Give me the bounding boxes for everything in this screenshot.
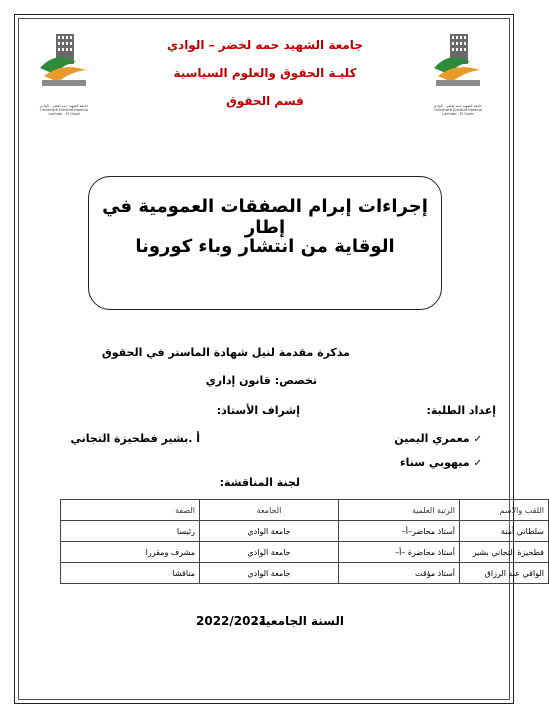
thesis-title-line1: إجراءات إبرام الصفقات العمومية في إطار: [102, 196, 428, 238]
table-row: [61, 563, 549, 584]
member-name: الوافي عبد الرزاق: [460, 563, 549, 584]
column-header: الجامعة: [200, 500, 339, 521]
committee-label: لجنة المناقشة:: [219, 476, 300, 489]
member-role: مشرف ومقررا: [61, 542, 200, 563]
supervisor-label: إشراف الأستاذ:: [216, 404, 300, 417]
thesis-description: مذكرة مقدمة لنيل شهادة الماستر في الحقوق: [101, 346, 350, 359]
logo-left-caption: جامعة الشهيد حمه لخضر - الوادي Université Echahid Hamma Lakhdar - El Oued: [39, 104, 89, 116]
university-name: جامعة الشهيد حمه لخضر – الوادي: [167, 38, 363, 52]
member-name: فطحيزة التجاني بشير: [460, 542, 549, 563]
check-icon: ✓: [473, 434, 482, 445]
check-icon: ✓: [473, 458, 482, 469]
thesis-title-line2: الوقاية من انتشار وباء كورونا: [135, 236, 395, 257]
committee-table: [60, 499, 549, 584]
student-item: [394, 432, 482, 445]
member-rank: أستاذ محاضر–أ–: [339, 521, 460, 542]
member-rank: أستاذ محاضرة –أ–: [339, 542, 460, 563]
committee-header-row: [61, 500, 549, 521]
faculty-name: كليـة الحقوق والعلوم السياسية: [173, 66, 357, 80]
student-name: معمري اليمين: [394, 432, 470, 445]
supervisor-name: أ .بشير فطحيزة التجاني: [70, 432, 200, 445]
logo-right-caption: جامعة الشهيد حمه لخضر - الوادي Université Echahid Hamma Lakhdar - El Oued: [433, 104, 483, 116]
academic-year-value: 2022/2021: [196, 614, 268, 628]
students-label: إعداد الطلبة:: [426, 404, 496, 417]
member-university: جامعة الوادي: [200, 563, 339, 584]
student-item: [400, 456, 482, 469]
member-role: رئيسا: [61, 521, 200, 542]
page-border-inner: [18, 18, 510, 700]
member-university: جامعة الوادي: [200, 542, 339, 563]
member-name: سلطاني أمنة: [460, 521, 549, 542]
table-row: [61, 542, 549, 563]
column-header: الرتبة العلمية: [339, 500, 460, 521]
member-rank: أستاذ مؤقت: [339, 563, 460, 584]
table-row: [61, 521, 549, 542]
column-header: الصفة: [61, 500, 200, 521]
thesis-specialization: تخصص: قانون إداري: [205, 374, 317, 387]
member-university: جامعة الوادي: [200, 521, 339, 542]
department-name: قسم الحقوق: [226, 94, 304, 108]
column-header: اللقب والاسم: [460, 500, 549, 521]
academic-year-label: السنة الجامعية:: [253, 614, 344, 628]
member-role: مناقشا: [61, 563, 200, 584]
student-name: ميهوبي سناء: [400, 456, 470, 469]
